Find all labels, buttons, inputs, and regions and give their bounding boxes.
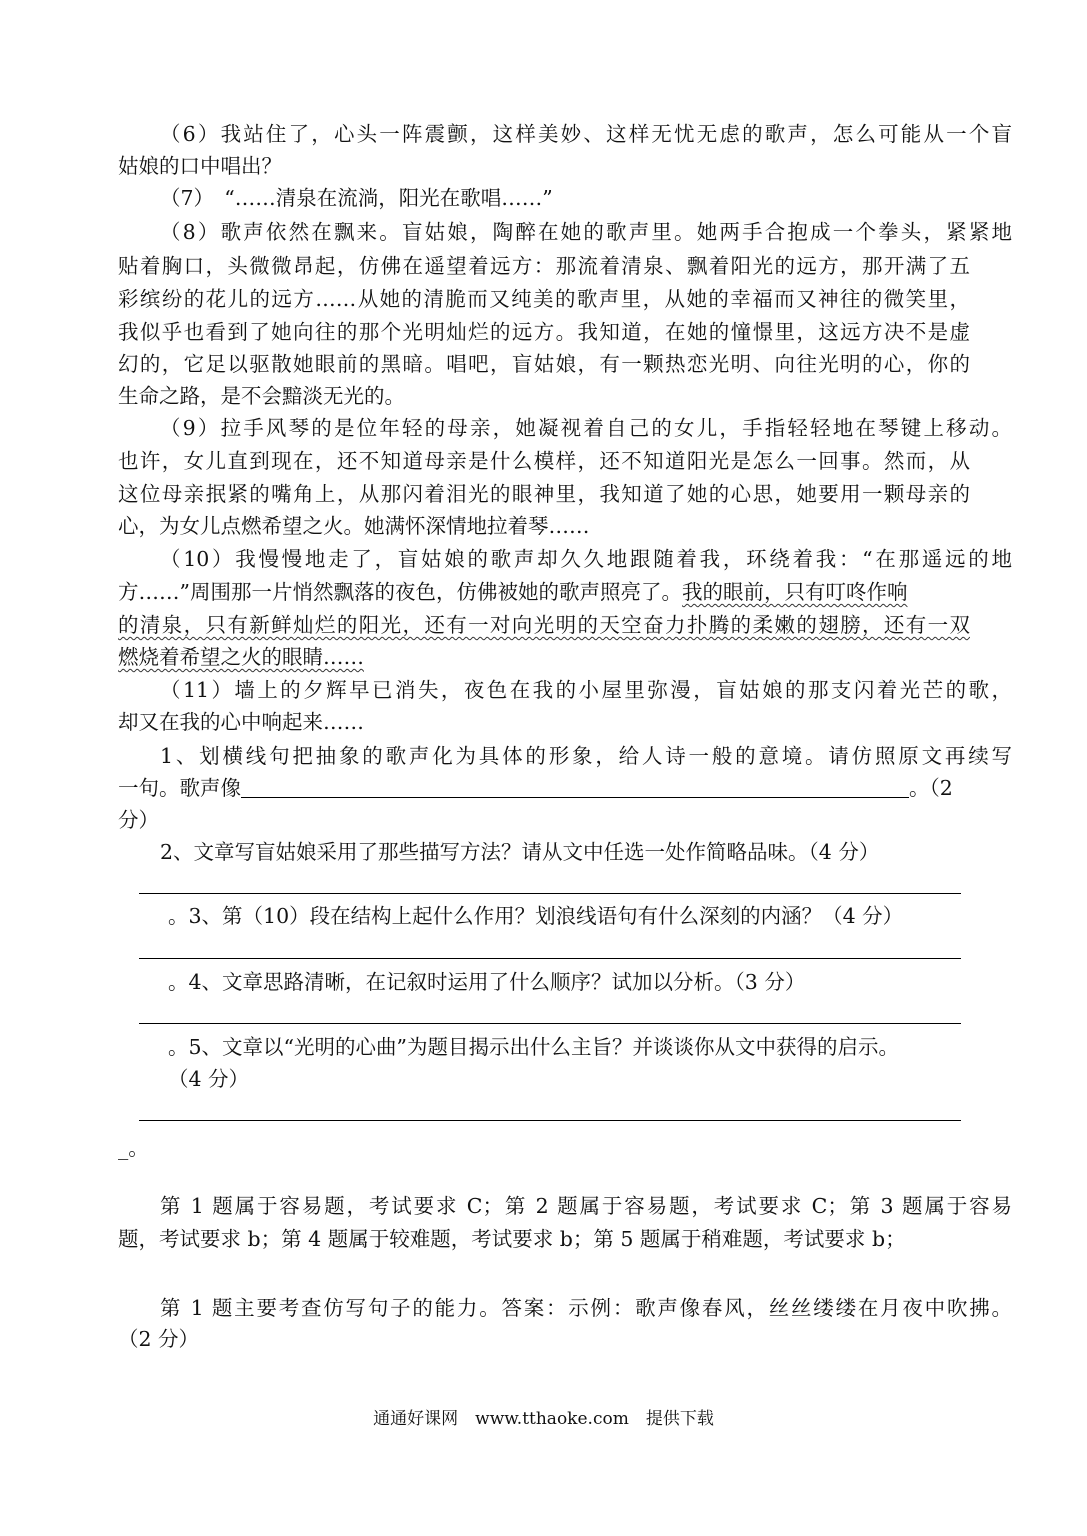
paragraph-10-line-2-text: 方……”周围那一片悄然飘落的夜色，仿佛被她的歌声照亮了。 xyxy=(118,580,682,604)
question-5-answer-line[interactable] xyxy=(139,1120,961,1121)
paragraph-9-line-2: 也许，女儿直到现在，还不知道母亲是什么模样，还不知道阳光是怎么一回事。然而，从 xyxy=(118,449,970,473)
paragraph-10-line-4 xyxy=(118,641,970,673)
difficulty-note-line-2: 题，考试要求 b；第 4 题属于较难题，考试要求 b；第 5 题属于稍难题，考试要求 b； xyxy=(118,1227,906,1251)
paragraph-11-line-1: （11）墙上的夕辉早已消失，夜色在我的小屋里弥漫，盲姑娘的那支闪着光芒的歌， xyxy=(160,678,1012,702)
question-1-prompt: 一句。歌声像 xyxy=(118,776,241,800)
question-1-score: 。（2 xyxy=(909,776,953,800)
question-5-line-2: （4 分） xyxy=(168,1067,250,1091)
question-1-line-1: 1、划横线句把抽象的歌声化为具体的形象，给人诗一般的意境。请仿照原文再续写 xyxy=(160,744,1012,768)
answer-end-mark: _。 xyxy=(118,1136,149,1160)
answer-1-line-2: （2 分） xyxy=(118,1327,200,1351)
paragraph-6-line-1: （6）我站住了，心头一阵震颤，这样美妙、这样无忧无虑的歌声，怎么可能从一个盲 xyxy=(160,122,1012,146)
paragraph-8-line-5: 幻的，它足以驱散她眼前的黑暗。唱吧，盲姑娘，有一颗热恋光明、向往光明的心，你的 xyxy=(118,352,970,376)
question-1-line-2 xyxy=(118,772,970,804)
page-footer: 通通好课网 www.tthaoke.com 提供下载 xyxy=(373,1409,714,1429)
answer-1-line-1: 第 1 题主要考查仿写句子的能力。答案：示例：歌声像春风，丝丝缕缕在月夜中吹拂。 xyxy=(160,1296,1012,1320)
paragraph-8-line-3: 彩缤纷的花儿的远方……从她的清脆而又纯美的歌声里，从她的幸福而又神往的微笑里， xyxy=(118,287,970,311)
question-2-answer-line[interactable] xyxy=(139,893,961,894)
question-3-answer-line[interactable] xyxy=(139,958,961,959)
question-1-answer-blank[interactable] xyxy=(241,777,909,798)
question-5-line-1: 。5、文章以“光明的心曲”为题目揭示出什么主旨？并谈谈你从文中获得的启示。 xyxy=(168,1035,900,1059)
paragraph-6-line-2: 姑娘的口中唱出？ xyxy=(118,154,282,178)
paragraph-8-line-6: 生命之路，是不会黯淡无光的。 xyxy=(118,384,405,408)
paragraph-9-line-4: 心，为女儿点燃希望之火。她满怀深情地拉着琴…… xyxy=(118,514,590,538)
question-4-answer-line[interactable] xyxy=(139,1023,961,1024)
paragraph-10-line-2 xyxy=(118,576,970,608)
wavy-underlined-sentence-end: 燃烧着希望之火的眼睛…… xyxy=(118,645,364,669)
paragraph-11-line-2: 却又在我的心中响起来…… xyxy=(118,710,364,734)
paragraph-9-line-3: 这位母亲抿紧的嘴角上，从那闪着泪光的眼神里，我知道了她的心思，她要用一颗母亲的 xyxy=(118,482,970,506)
paragraph-10-line-1: （10）我慢慢地走了，盲姑娘的歌声却久久地跟随着我，环绕着我：“在那遥远的地 xyxy=(160,547,1012,571)
question-1-line-3: 分） xyxy=(118,808,159,832)
paragraph-8-line-1: （8）歌声依然在飘来。盲姑娘，陶醉在她的歌声里。她两手合抱成一个拳头，紧紧地 xyxy=(160,220,1012,244)
paragraph-7: （7） “……清泉在流淌，阳光在歌唱……” xyxy=(160,186,553,210)
paragraph-8-line-4: 我似乎也看到了她向往的那个光明灿烂的远方。我知道，在她的憧憬里，这远方决不是虚 xyxy=(118,320,970,344)
question-3: 。3、第（10）段在结构上起什么作用？划浪线语句有什么深刻的内涵？（4 分） xyxy=(168,904,904,928)
wavy-underlined-sentence-start: 我的眼前，只有叮咚作响 xyxy=(681,580,908,604)
paragraph-8-line-2: 贴着胸口，头微微昂起，仿佛在遥望着远方：那流着清泉、飘着阳光的远方，那开满了五 xyxy=(118,254,970,278)
question-2: 2、文章写盲姑娘采用了那些描写方法？请从文中任选一处作简略品味。（4 分） xyxy=(160,840,880,864)
question-4: 。4、文章思路清晰，在记叙时运用了什么顺序？试加以分析。（3 分） xyxy=(168,970,806,994)
wavy-underlined-sentence-middle: 的清泉，只有新鲜灿烂的阳光，还有一对向光明的天空奋力扑腾的柔嫩的翅膀，还有一双 xyxy=(118,613,970,637)
paragraph-9-line-1: （9）拉手风琴的是位年轻的母亲，她凝视着自己的女儿，手指轻轻地在琴键上移动。 xyxy=(160,416,1012,440)
difficulty-note-line-1: 第 1 题属于容易题，考试要求 C；第 2 题属于容易题，考试要求 C；第 3 题属于容易 xyxy=(160,1194,1012,1218)
